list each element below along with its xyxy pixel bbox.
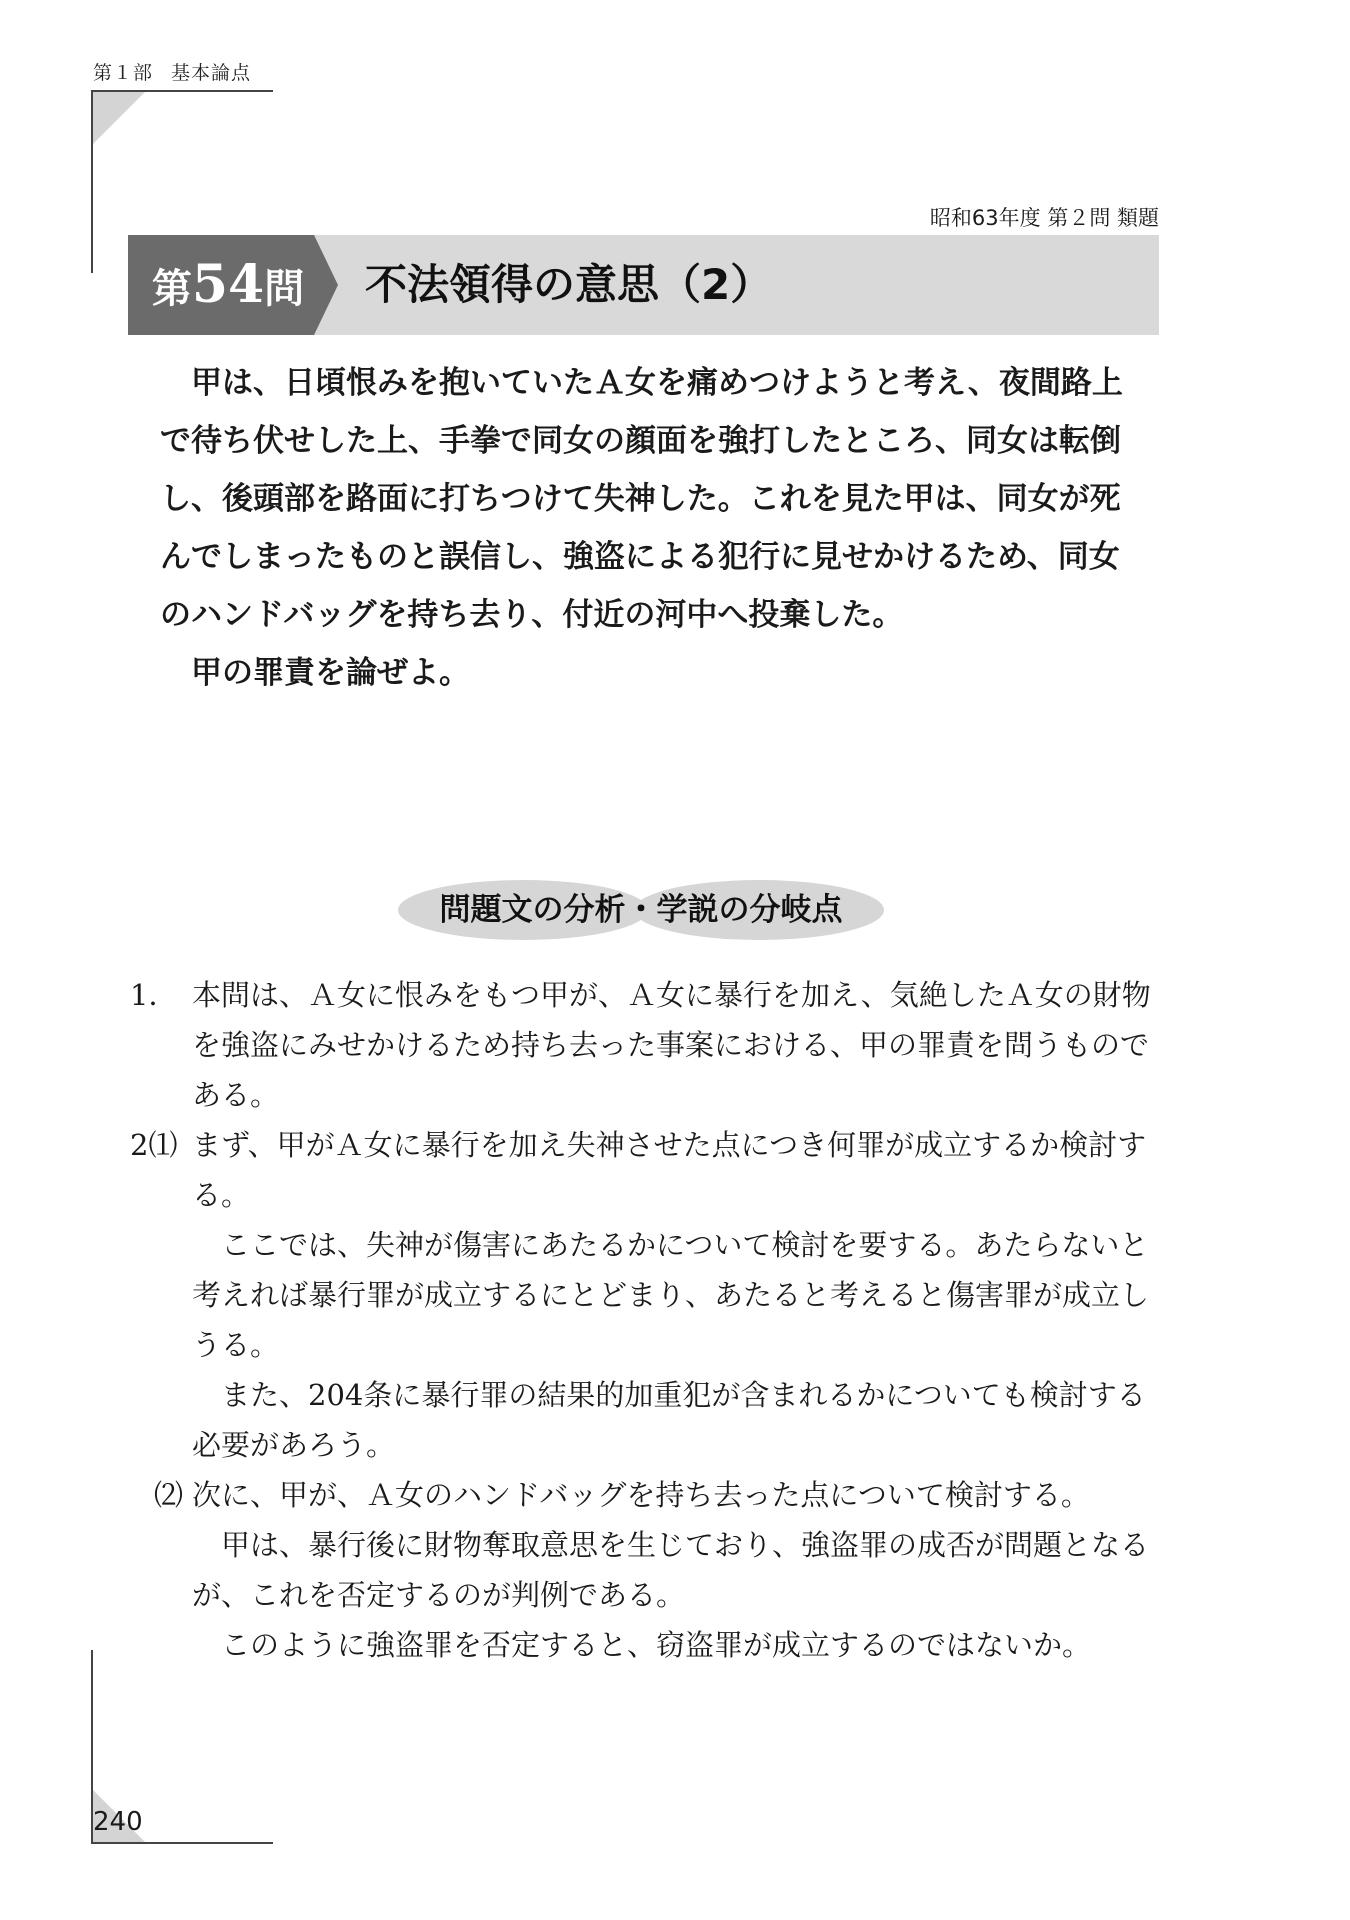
item-marker: ⑵ xyxy=(154,1478,184,1512)
question-title: 不法領得の意思（2） xyxy=(365,260,773,309)
question-label-prefix: 第 xyxy=(151,265,192,312)
item-text: まず、甲がＡ女に暴行を加え失神させた点につき何罪が成立するか検討する。 xyxy=(192,1128,1147,1212)
analysis-body xyxy=(130,970,1160,1670)
footer-rule xyxy=(91,1842,273,1844)
item-marker: 1． xyxy=(130,978,178,1012)
item-marker: 2⑴ xyxy=(130,1128,178,1162)
item-text: 次に、甲が、Ａ女のハンドバッグを持ち去った点について検討する。 xyxy=(192,1478,1090,1512)
item-text: 本問は、Ａ女に恨みをもつ甲が、Ａ女に暴行を加え、気絶したＡ女の財物を強盗にみせかけるため持ち去った事案における、甲の罪責を問うものである。 xyxy=(192,978,1151,1112)
running-head xyxy=(93,58,269,85)
analysis-item-1 xyxy=(130,970,1160,1120)
analysis-item-2-1-paragraphs xyxy=(130,1220,1160,1470)
question-label-suffix: 問 xyxy=(264,265,305,312)
problem-paragraph: 甲は、日頃恨みを抱いていたＡ女を痛めつけようと考え、夜間路上で待ち伏せした上、手拳で同女の顔面を強打したところ、同女は転倒し、後頭部を路面に打ちつけて失神した。これを見た甲は、同女が死んでしまったものと誤信し、強盗による犯行に見せかけるため、同女のハンドバッグを持ち去り、付近の河中へ投棄した。 xyxy=(160,365,1123,633)
item-paragraph: このように強盗罪を否定すると、窃盗罪が成立するのではないか。 xyxy=(221,1628,1092,1662)
running-head-part: 第１部 xyxy=(93,62,154,84)
section-heading xyxy=(398,880,884,940)
item-paragraph: ここでは、失神が傷害にあたるかについて検討を要する。あたらないと考えれば暴行罪が成立するにとどまり、あたると考えると傷害罪が成立しうる。 xyxy=(192,1228,1150,1362)
section-heading-text: 問題文の分析・学説の分岐点 xyxy=(439,892,843,928)
running-head-title: 基本論点 xyxy=(171,62,252,84)
page-number: 240 xyxy=(93,1807,143,1837)
question-label xyxy=(128,235,328,335)
corner-ornament-top xyxy=(93,92,145,144)
problem-statement xyxy=(160,354,1130,702)
source-note: 昭和63年度 第２問 類題 xyxy=(929,206,1159,230)
item-paragraph: また、204条に暴行罪の結果的加重犯が含まれるかについても検討する必要があろう。 xyxy=(192,1378,1146,1462)
problem-paragraph: 甲の罪責を論ぜよ。 xyxy=(191,655,470,691)
analysis-item-2-2-paragraphs xyxy=(130,1520,1160,1670)
question-label-number: 54 xyxy=(191,254,265,315)
item-paragraph: 甲は、暴行後に財物奪取意思を生じており、強盗罪の成否が問題となるが、これを否定するのが判例である。 xyxy=(192,1528,1150,1612)
analysis-item-2-2 xyxy=(130,1470,1160,1520)
analysis-item-2-1 xyxy=(130,1120,1160,1220)
